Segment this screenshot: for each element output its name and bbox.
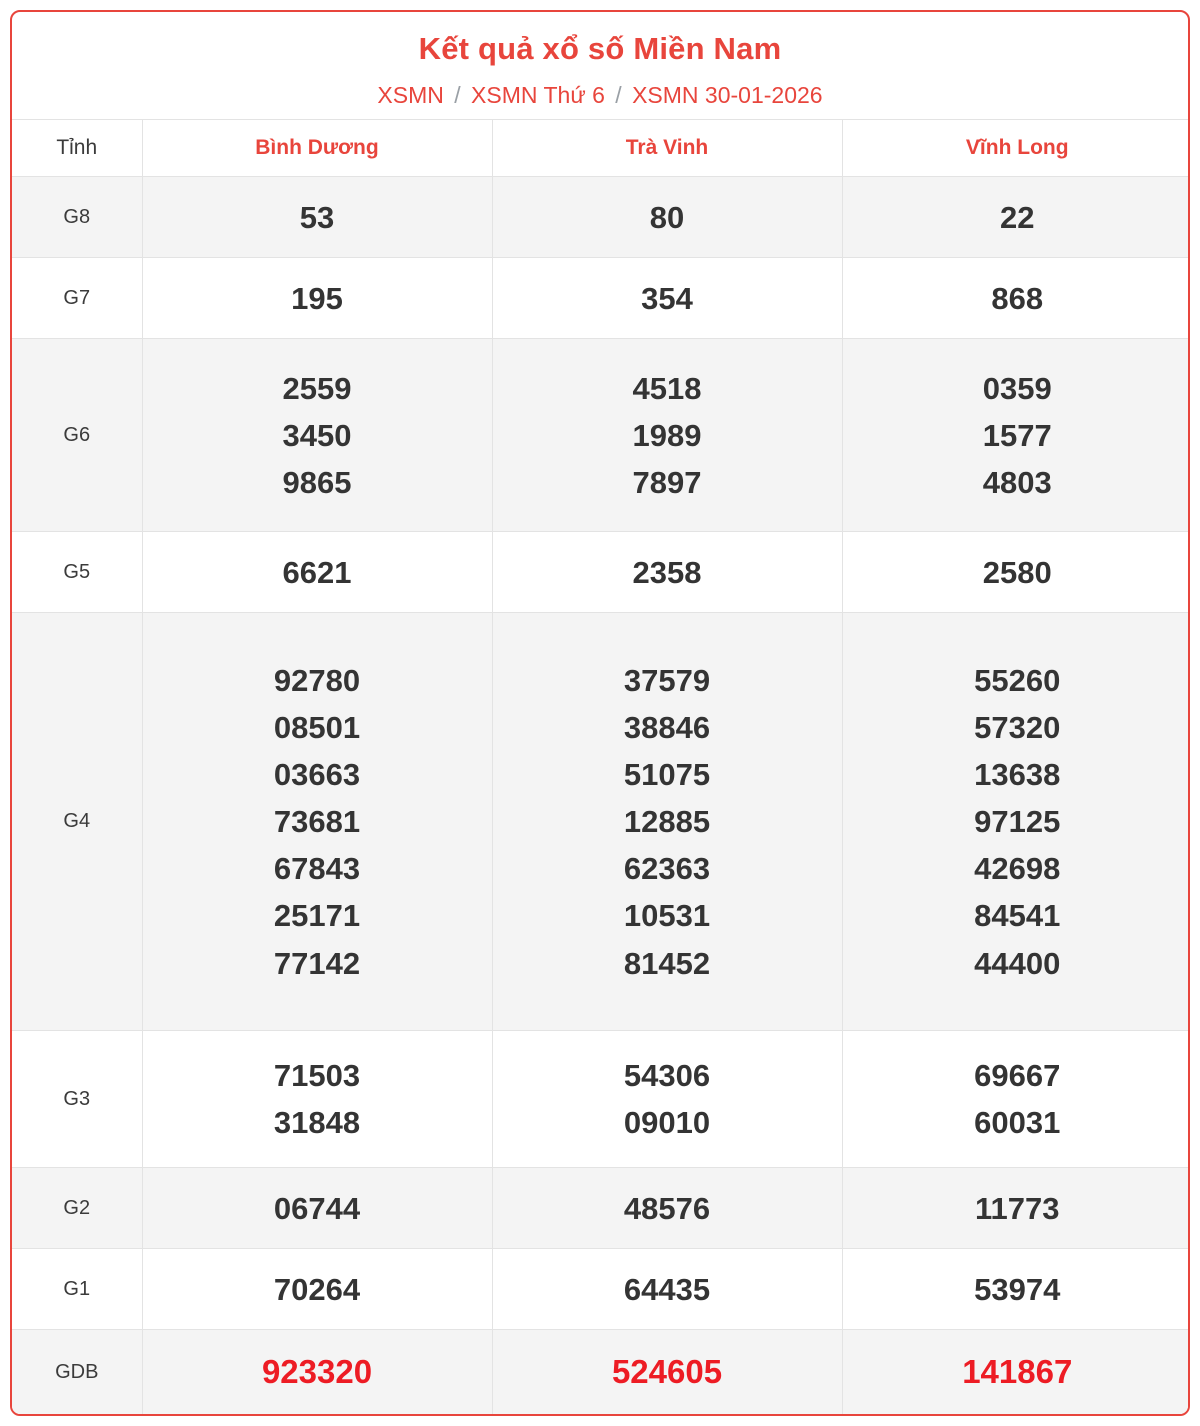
prize-label: G2 (12, 1168, 142, 1249)
result-cell (492, 613, 842, 1031)
result-cell (142, 613, 492, 1031)
column-header-province-1: Bình Dương (142, 120, 492, 177)
result-number: 37579 (623, 662, 711, 698)
result-number: 44400 (974, 945, 1061, 981)
table-row (12, 532, 1190, 613)
result-number: 2559 (282, 370, 352, 406)
result-cell (492, 1330, 842, 1414)
result-number: 12885 (623, 804, 711, 840)
result-number: 08501 (273, 709, 361, 745)
result-number: 1577 (982, 417, 1052, 453)
result-number: 354 (641, 280, 693, 316)
result-number: 73681 (273, 804, 361, 840)
result-number: 7897 (632, 464, 702, 500)
table-row (12, 1249, 1190, 1330)
result-number: 22 (1000, 199, 1035, 235)
prize-label: G4 (12, 613, 142, 1031)
result-cell (492, 177, 842, 258)
result-number: 67843 (273, 851, 361, 887)
result-number: 141867 (962, 1353, 1073, 1391)
result-number: 51075 (623, 757, 711, 793)
result-number: 62363 (623, 851, 711, 887)
result-number: 53 (299, 199, 335, 235)
result-number: 10531 (623, 898, 711, 934)
breadcrumb-separator: / (615, 82, 622, 109)
page-title: Kết quả xổ số Miền Nam (418, 31, 782, 66)
table-row (12, 1330, 1190, 1414)
table-header (12, 120, 1190, 177)
result-number: 3450 (282, 417, 352, 453)
result-cell (842, 1249, 1190, 1330)
table-body (12, 177, 1190, 1414)
result-cell (842, 532, 1190, 613)
result-cell (142, 177, 492, 258)
table-row (12, 339, 1190, 532)
result-number: 54306 (623, 1057, 711, 1093)
result-cell (842, 258, 1190, 339)
result-number: 0359 (982, 370, 1052, 406)
result-cell (842, 1031, 1190, 1168)
prize-label: G6 (12, 339, 142, 532)
results-table (12, 119, 1190, 1414)
result-cell (492, 1168, 842, 1249)
result-cell (142, 532, 492, 613)
result-number: 13638 (974, 757, 1061, 793)
result-number: 70264 (273, 1271, 361, 1307)
result-cell (842, 339, 1190, 532)
result-number: 4518 (632, 370, 702, 406)
column-header-province-3: Vĩnh Long (842, 120, 1190, 177)
result-number: 60031 (974, 1105, 1061, 1141)
lottery-result-card (10, 10, 1190, 1416)
result-number: 923320 (261, 1353, 373, 1391)
result-cell (492, 1031, 842, 1168)
result-cell (492, 1249, 842, 1330)
table-row (12, 258, 1190, 339)
result-cell (842, 177, 1190, 258)
prize-label: G7 (12, 258, 142, 339)
result-number: 9865 (282, 464, 352, 500)
result-cell (142, 1330, 492, 1414)
table-row (12, 1031, 1190, 1168)
result-cell (492, 339, 842, 532)
result-number: 195 (291, 280, 343, 316)
result-cell (142, 1031, 492, 1168)
result-number: 64435 (623, 1271, 711, 1307)
table-row (12, 613, 1190, 1031)
result-number: 92780 (273, 662, 361, 698)
result-cell (492, 258, 842, 339)
result-number: 77142 (273, 945, 361, 981)
result-cell (142, 1168, 492, 1249)
column-header-province-2: Trà Vinh (492, 120, 842, 177)
result-cell (492, 532, 842, 613)
result-number: 69667 (974, 1057, 1061, 1093)
result-number: 25171 (273, 898, 361, 934)
column-header-prize: Tỉnh (12, 120, 142, 177)
result-number: 09010 (623, 1105, 711, 1141)
prize-label: G1 (12, 1249, 142, 1330)
result-number: 524605 (611, 1353, 723, 1391)
result-number: 03663 (273, 757, 361, 793)
result-number: 6621 (282, 554, 352, 590)
result-number: 80 (649, 199, 685, 235)
result-number: 06744 (273, 1190, 361, 1226)
result-number: 42698 (974, 851, 1061, 887)
result-number: 71503 (273, 1057, 361, 1093)
prize-label: GDB (12, 1330, 142, 1414)
breadcrumb-separator: / (454, 82, 461, 109)
result-cell (842, 1330, 1190, 1414)
result-cell (842, 613, 1190, 1031)
result-number: 868 (991, 280, 1044, 316)
result-cell (842, 1168, 1190, 1249)
result-cell (142, 258, 492, 339)
card-header (12, 12, 1188, 119)
prize-label: G8 (12, 177, 142, 258)
breadcrumb-item-weekday[interactable]: XSMN Thứ 6 (471, 82, 605, 109)
table-header-row (12, 120, 1190, 177)
result-cell (142, 1249, 492, 1330)
result-number: 38846 (623, 709, 711, 745)
prize-label: G5 (12, 532, 142, 613)
result-number: 84541 (974, 898, 1061, 934)
result-number: 4803 (982, 464, 1052, 500)
prize-label: G3 (12, 1031, 142, 1168)
breadcrumb-item-xsmn[interactable]: XSMN (377, 82, 444, 109)
result-number: 81452 (623, 945, 711, 981)
table-row (12, 177, 1190, 258)
result-number: 2580 (982, 554, 1052, 590)
result-number: 53974 (974, 1271, 1061, 1307)
breadcrumb-item-date: XSMN 30-01-2026 (632, 82, 823, 109)
result-number: 1989 (632, 417, 702, 453)
table-row (12, 1168, 1190, 1249)
result-number: 11773 (975, 1190, 1060, 1226)
result-cell (142, 339, 492, 532)
result-number: 57320 (974, 709, 1061, 745)
result-number: 55260 (974, 662, 1061, 698)
result-number: 2358 (632, 554, 702, 590)
result-number: 31848 (273, 1105, 361, 1141)
breadcrumb (22, 81, 1178, 111)
result-number: 48576 (623, 1190, 711, 1226)
result-number: 97125 (974, 804, 1061, 840)
